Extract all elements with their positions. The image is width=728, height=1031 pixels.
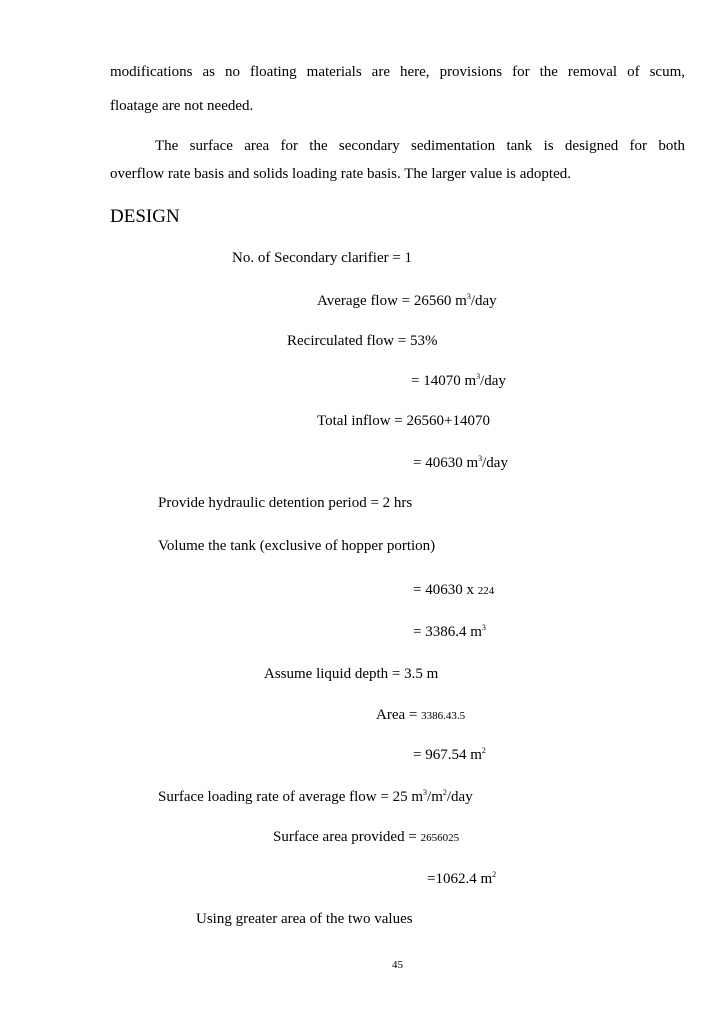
average-flow: Average flow = 26560 $m^3$/day xyxy=(317,292,497,309)
clarifier-count: No. of Secondary clarifier = 1 xyxy=(232,250,413,266)
recirculated-flow-value: = 14070 $m^3$/day xyxy=(411,372,506,389)
paragraph1-line2: floatage are not needed. xyxy=(110,98,254,114)
area-calculation: Area = 3386.43.5 xyxy=(376,707,466,723)
detention-period: Provide hydraulic detention period = 2 hrs xyxy=(158,495,413,511)
total-inflow-value: = 40630 $m^3$/day xyxy=(413,454,508,471)
surface-area-provided: Surface area provided = 2656025 xyxy=(273,829,460,845)
area-value: = 967.54 $m^2$ xyxy=(413,746,486,763)
volume-calculation: = 40630 x 224 xyxy=(413,582,495,598)
paragraph2-line1: The surface area for the secondary sedimentation tank is designed for both xyxy=(155,138,685,154)
page-number: 45 xyxy=(392,959,403,971)
tank-volume-label: Volume the tank (exclusive of hopper portion) xyxy=(158,538,436,554)
paragraph1-line1: modifications as no floating materials are here, provisions for the removal of scum, xyxy=(110,64,685,80)
greater-area-note: Using greater area of the two values xyxy=(196,911,413,927)
total-inflow: Total inflow = 26560+14070 xyxy=(317,413,490,429)
section-heading: DESIGN xyxy=(110,206,180,227)
surface-loading-rate: Surface loading rate of average flow = 25 $m^3/m^2$/day xyxy=(158,788,473,805)
surface-area-value: =1062.4 $m^2$ xyxy=(427,870,497,887)
liquid-depth: Assume liquid depth = 3.5 m xyxy=(264,666,439,682)
paragraph2-line2: overflow rate basis and solids loading rate basis. The larger value is adopted. xyxy=(110,166,571,182)
volume-value: = 3386.4 $m^3$ xyxy=(413,623,486,640)
recirculated-flow: Recirculated flow = 53% xyxy=(287,333,438,349)
